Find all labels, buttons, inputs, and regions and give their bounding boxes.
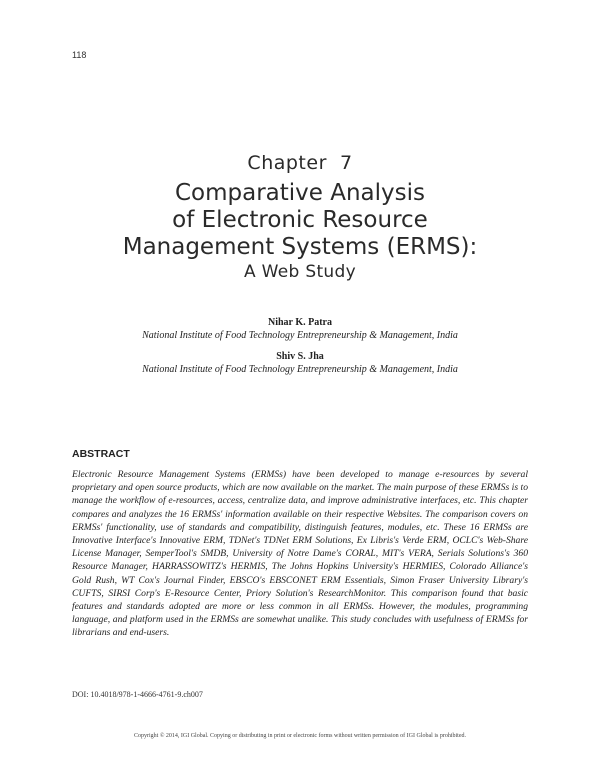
chapter-label: Chapter 7: [247, 152, 353, 174]
doi-text: DOI: 10.4018/978-1-4666-4761-9.ch007: [72, 690, 203, 699]
copyright-notice: Copyright © 2014, IGI Global. Copying or distributing in print or electronic forms without written permission of IGI Global is prohibited.: [133, 733, 466, 739]
page-number: 118: [72, 50, 87, 60]
author-name: Shiv S. Jha: [276, 351, 324, 362]
chapter-title-line: Comparative Analysis: [174, 180, 426, 206]
author-name: Nihar K. Patra: [268, 317, 332, 328]
abstract-heading: ABSTRACT: [72, 448, 130, 460]
chapter-title: [0, 180, 600, 261]
chapter-subtitle: A Web Study: [244, 262, 356, 282]
author-affiliation: National Institute of Food Technology Entrepreneurship & Management, India: [142, 330, 458, 341]
author-affiliation: National Institute of Food Technology Entrepreneurship & Management, India: [142, 364, 458, 375]
abstract-body: Electronic Resource Management Systems (ERMSs) have been developed to manage e-resources by several proprietary and open source products, which are now available on the market. The main purpose of these ERMSs is to manage the workflow of e-resources, access, centralize data, and improve administrative interfaces, etc. This chapter compares and analyzes the 16 ERMSs' information available on their respective Websites. The comparison covers on ERMSs' functionality, use of standards and compatibility, distinguish features, modules, etc. These 16 ERMSs are Innovative Interface's Innovative ERM, TDNet's TDNet ERM Solutions, Ex Libris's Verde ERM, OCLC's Web-Share License Manager, SemperTool's SMDB, University of Notre Dame's CORAL, MIT's VERA, Serials Solutions's 360 Resource Manager, HARRASSOWITZ's HERMIS, The Johns Hopkins University's HERMIES, Colorado Alliance's Gold Rush, WT Cox's Journal Finder, EBSCO's EBSCONET ERM Essentials, Simon Fraser University Library's CUFTS, SIRSI Corp's E-Resource Center, Priory Solution's ResearchMonitor. This comparison found that basic features and standards adopted are more or less common in all ERMSs. However, the modules, programming language, and platform used in the ERMSs are somewhat unalike. This study concludes with usefulness of ERMSs for librarians and end-users.: [72, 469, 528, 639]
chapter-title-line: Management Systems (ERMS):: [122, 234, 478, 260]
chapter-title-line: of Electronic Resource: [172, 207, 428, 233]
